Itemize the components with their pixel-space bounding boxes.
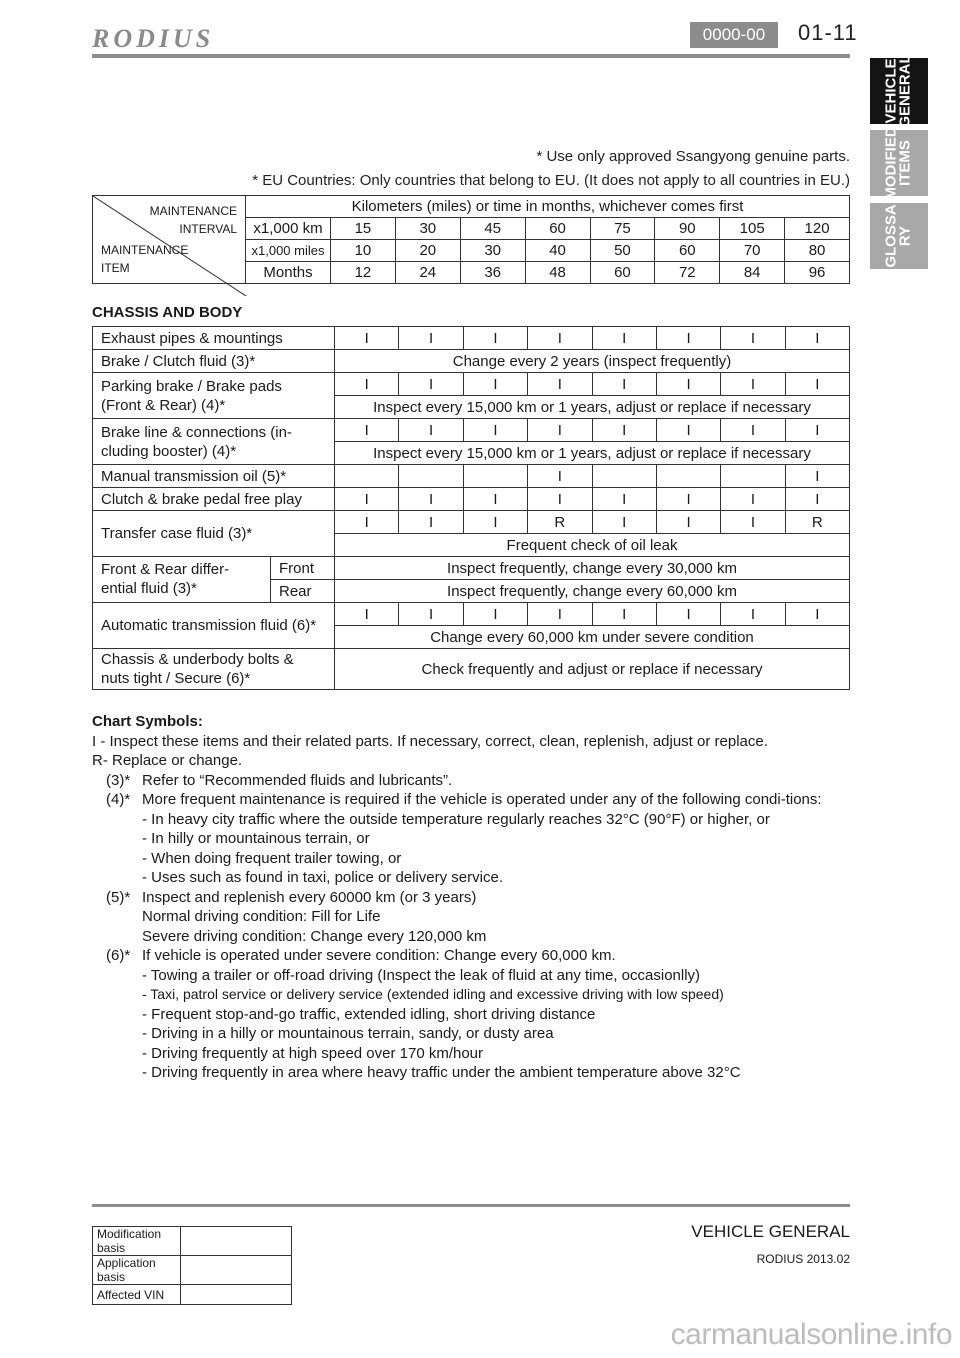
header-divider: [92, 54, 850, 58]
watermark: carmanualsonline.info: [670, 1318, 952, 1351]
table-row: Automatic transmission fluid (6)* I I I I I I I I: [93, 603, 850, 626]
table-row: Exhaust pipes & mountings I I I I I I I I: [93, 327, 850, 350]
list-item: - Driving frequently at high speed over 170 km/hour: [142, 1044, 484, 1062]
tab-glossary[interactable]: GLOSSA RY: [870, 203, 928, 269]
table-row: Clutch & brake pedal free play I I I I I I I I: [93, 488, 850, 511]
footnote-5: (5)* Inspect and replenish every 60000 km (or 3 years): [106, 888, 477, 906]
modification-table: [92, 1226, 292, 1305]
footer-model-date: RODIUS 2013.02: [756, 1252, 850, 1266]
table-row: Inspect every 15,000 km or 1 years, adjust or replace if necessary: [93, 442, 850, 465]
table-row: Frequent check of oil leak: [93, 534, 850, 557]
section-code-badge: 0000-00: [690, 22, 778, 48]
brand-logo: RODIUS: [92, 24, 215, 53]
list-item: - Driving in a hilly or mountainous terrain, sandy, or dusty area: [142, 1025, 554, 1042]
list-item: - In heavy city traffic where the outside temperature regularly reaches 32°C (90°F) or higher, or: [142, 810, 770, 828]
table-row: Chassis & underbody bolts & nuts tight / Secure (6)* Check frequently and adjust or replace if necessary: [93, 649, 850, 690]
footer-divider: [92, 1204, 850, 1207]
corner-cell: [93, 196, 246, 284]
table-row: Affected VIN: [93, 1285, 292, 1305]
list-item: Severe driving condition: Change every 120,000 km: [142, 927, 487, 945]
note-genuine-parts: * Use only approved Ssangyong genuine parts.: [536, 148, 850, 165]
note-eu-countries: * EU Countries: Only countries that belong to EU. (It does not apply to all countries in EU.): [252, 172, 850, 189]
footnote-6: (6)* If vehicle is operated under severe condition: Change every 60,000 km.: [106, 947, 616, 964]
table-row: Application basis: [93, 1256, 292, 1285]
list-item: - Frequent stop-and-go traffic, extended idling, short driving distance: [142, 1005, 596, 1023]
table-row: Modification basis: [93, 1227, 292, 1256]
table-row: Front & Rear differ-ential fluid (3)* Front Inspect frequently, change every 30,000 km: [93, 557, 850, 580]
corner-bottom-label: MAINTENANCE ITEM: [101, 243, 189, 275]
table-row: Rear Inspect frequently, change every 60,000 km: [93, 580, 850, 603]
table-row: Brake / Clutch fluid (3)* Change every 2 years (inspect frequently): [93, 350, 850, 373]
km-row: x1,000 km 15 30 45 60 75 90 105 120: [93, 218, 850, 240]
list-item: - Driving frequently in area where heavy traffic under the ambient temperature above 32°C: [142, 1064, 741, 1081]
footer-section-title: VEHICLE GENERAL: [691, 1222, 850, 1241]
list-item: - Towing a trailer or off-road driving (Inspect the leak of fluid at any time, occasionlly): [142, 966, 701, 984]
chassis-body-table: [92, 326, 850, 690]
list-item: - In hilly or mountainous terrain, or: [142, 830, 370, 847]
symbols-heading: Chart Symbols:: [92, 713, 203, 730]
table-row: Change every 60,000 km under severe condition: [93, 626, 850, 649]
chart-symbols: [92, 712, 850, 1083]
table-row: Transfer case fluid (3)* I I I R I I I R: [93, 511, 850, 534]
section-title: CHASSIS AND BODY: [92, 304, 243, 321]
corner-top-label: MAINTENANCE INTERVAL: [149, 204, 237, 236]
list-item: - Taxi, patrol service or delivery service (extended idling and excessive driving with low speed): [142, 986, 724, 1002]
miles-row: x1,000 miles 10 20 30 40 50 60 70 80: [93, 240, 850, 262]
table-row: Brake line & connections (in-cluding booster) (4)* I I I I I I I I: [93, 419, 850, 442]
list-item: - Uses such as found in taxi, police or delivery service.: [142, 869, 503, 886]
table-row: Inspect every 15,000 km or 1 years, adjust or replace if necessary: [93, 396, 850, 419]
tab-vehicle-general[interactable]: VEHICLE GENERAL: [870, 58, 928, 124]
list-item: Normal driving condition: Fill for Life: [142, 908, 381, 925]
page-number: 01-11: [798, 20, 858, 45]
table-row: Parking brake / Brake pads (Front & Rear) (4)* I I I I I I I I: [93, 373, 850, 396]
symbol-i: I - Inspect these items and their related parts. If necessary, correct, clean, replenish, adjust or replace.: [92, 732, 768, 750]
footnote-4: (4)* More frequent maintenance is required if the vehicle is operated under any of the following condi-tions:: [106, 791, 822, 808]
months-row: Months 12 24 36 48 60 72 84 96: [93, 262, 850, 284]
interval-header-title: Kilometers (miles) or time in months, whichever comes first: [246, 196, 850, 218]
footnote-3: (3)* Refer to “Recommended fluids and lubricants”.: [106, 771, 453, 789]
table-row: Manual transmission oil (5)* I I: [93, 465, 850, 488]
interval-header-table: [92, 195, 850, 284]
symbol-r: R- Replace or change.: [92, 752, 243, 769]
tab-modified-items[interactable]: MODIFIED ITEMS: [870, 130, 928, 196]
list-item: - When doing frequent trailer towing, or: [142, 849, 402, 867]
